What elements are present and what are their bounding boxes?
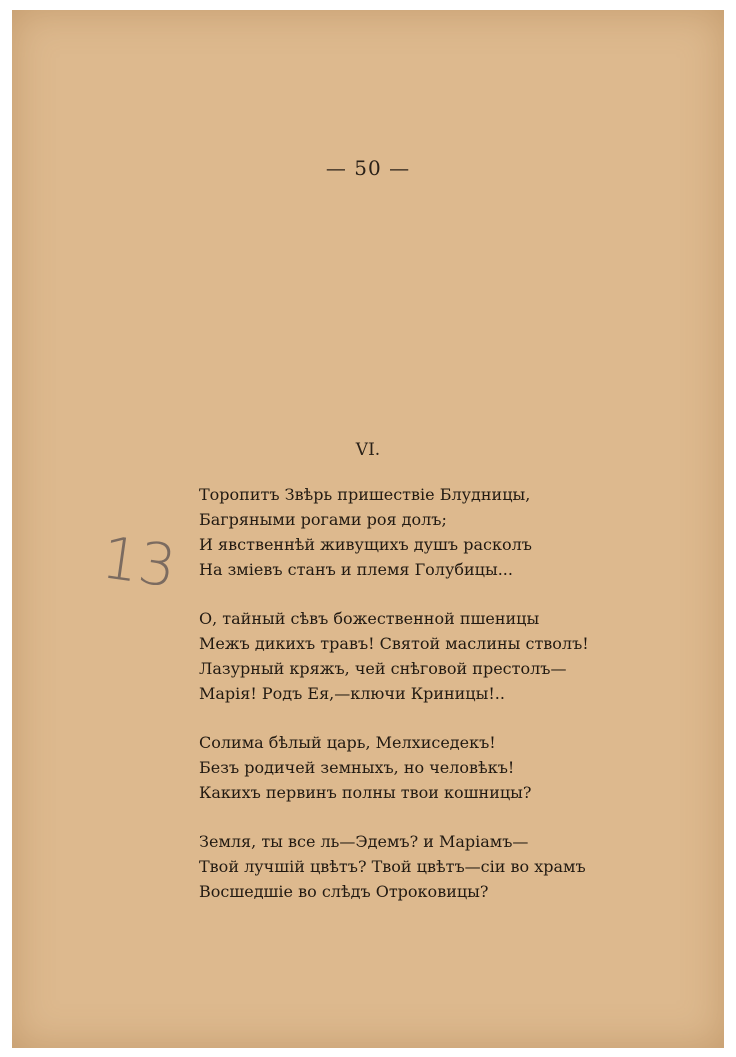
poem-line: Безъ родичей земныхъ, но человѣкъ!: [199, 758, 515, 777]
poem-line: О, тайный сѣвъ божественной пшеницы: [199, 609, 540, 628]
poem-line: Лазурный кряжъ, чей снѣговой престолъ—: [199, 659, 567, 678]
handwritten-margin-note: 13: [97, 523, 181, 601]
stanza: [199, 829, 629, 904]
poem-line: Земля, ты все ль—Эдемъ? и Маріамъ—: [199, 832, 529, 851]
poem-line: На зміевъ станъ и племя Голубицы...: [199, 560, 513, 579]
poem-line: Твой лучшій цвѣтъ? Твой цвѣтъ—сіи во храмъ: [199, 857, 586, 876]
poem-body: [199, 482, 629, 928]
section-number: VI.: [355, 440, 381, 460]
stanza: [199, 730, 629, 805]
poem-line: И явственнѣй живущихъ душъ расколъ: [199, 535, 532, 554]
poem-line: Багряными рогами роя долъ;: [199, 510, 447, 529]
poem-line: Марія! Родъ Ея,—ключи Криницы!..: [199, 684, 505, 703]
stanza: [199, 606, 629, 706]
stanza: [199, 482, 629, 582]
poem-line: Межъ дикихъ травъ! Святой маслины стволъ!: [199, 634, 589, 653]
poem-line: Восшедшіе во слѣдъ Отроковицы?: [199, 882, 489, 901]
poem-line: Какихъ первинъ полны твои кошницы?: [199, 783, 532, 802]
poem-line: Солима бѣлый царь, Мелхиседекъ!: [199, 733, 496, 752]
poem-line: Торопитъ Звѣрь пришествіе Блудницы,: [199, 485, 531, 504]
page-number: — 50 —: [325, 156, 411, 180]
